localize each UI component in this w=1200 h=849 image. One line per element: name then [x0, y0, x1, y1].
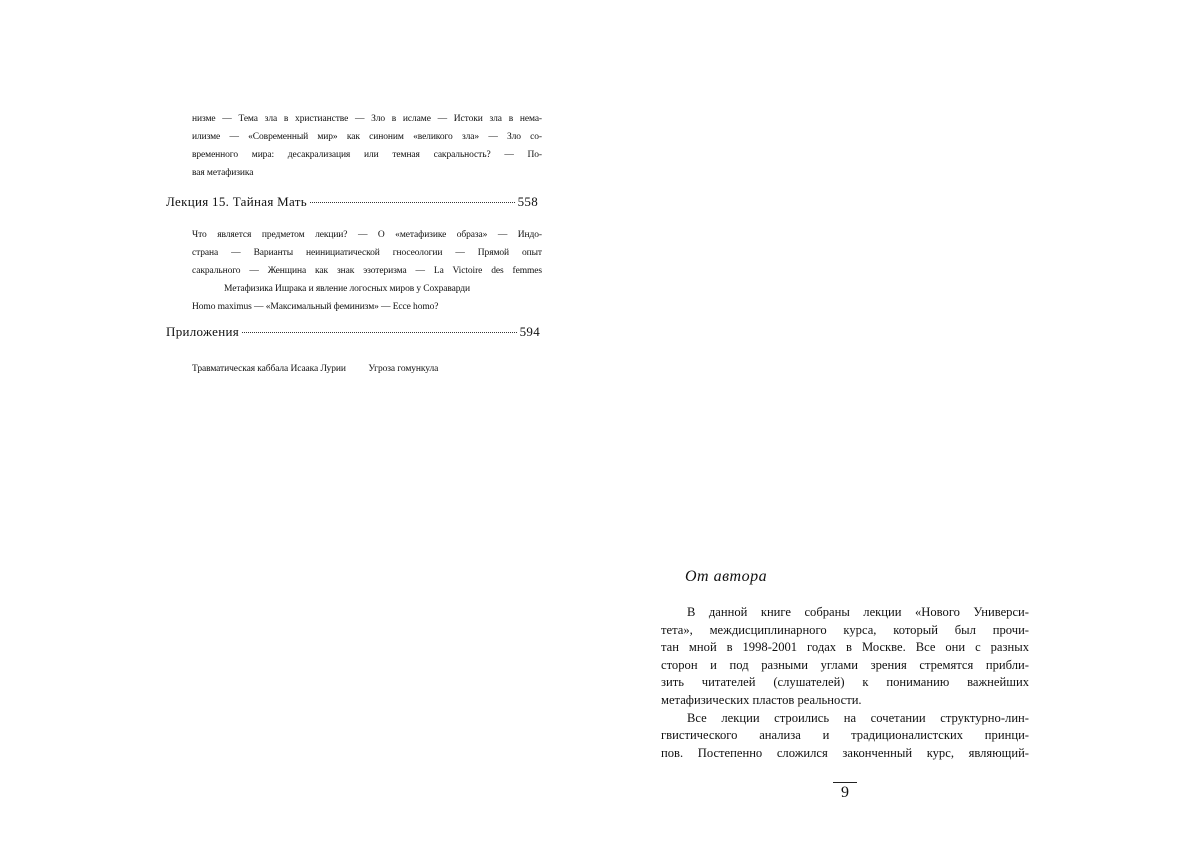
toc-leader-dots [310, 202, 515, 203]
toc-summary-line: Homo maximus — «Максимальный феминизм» — Ecce homo? [192, 302, 439, 312]
toc-entry-lecture15[interactable] [166, 194, 538, 210]
paragraph-line: тан мной в 1998-2001 годах в Москве. Все они с разных [661, 640, 1029, 655]
toc-entry-page: 594 [519, 324, 540, 339]
paragraph-line: метафизических пластов реальности. [661, 692, 862, 707]
paragraph-line: тета», междисциплинарного курса, который был прочи- [661, 622, 1029, 637]
toc-summary-lecture15 [192, 226, 542, 316]
toc-summary-line: низме — Тема зла в христианстве — Зло в исламе — Истоки зла в нема- [192, 114, 542, 124]
paragraph-line: зить читателей (слушателей) к пониманию важнейших [661, 675, 1029, 690]
toc-summary-line: страна — Варианты неинициатической гносеологии — Прямой опыт [192, 248, 542, 258]
paragraph-line: пов. Постепенно сложился законченный курс, являющий- [661, 745, 1029, 760]
page-number: 9 [833, 782, 857, 803]
toc-summary-item: Травматическая каббала Исаака Лурии [192, 364, 346, 374]
toc-summary-line: временного мира: десакрализация или темная сакральность? — По- [192, 150, 542, 160]
paragraph-line: гвистического анализа и традиционалистских принци- [661, 728, 1029, 743]
toc-summary-line: илизме — «Современный мир» как синоним «великого зла» — Зло со- [192, 132, 542, 142]
toc-entry-page: 558 [517, 194, 538, 209]
paragraph-line: Все лекции строились на сочетании структурно-лин- [687, 710, 1029, 725]
toc-summary-lecture14 [192, 110, 542, 182]
toc-summary-appendices [192, 360, 542, 378]
body-text [661, 604, 1029, 762]
toc-summary-line: сакрального — Женщина как знак эзотеризма — La Victoire des femmes [192, 266, 542, 276]
toc-entry-title: Лекция 15. Тайная Мать [166, 194, 307, 209]
paragraph-line: сторон и под разными углами зрения стремятся прибли- [661, 657, 1029, 672]
toc-entry-title: Приложения [166, 324, 239, 339]
section-heading: От автора [685, 568, 768, 585]
toc-summary-item: Угроза гомункула [368, 364, 439, 374]
toc-entry-appendices[interactable] [166, 324, 540, 340]
toc-summary-line: Что является предметом лекции? — О «метафизике образа» — Индо- [192, 230, 542, 240]
toc-summary-line: Метафизика Ишрака и явление логосных миров у Сохраварди [224, 284, 470, 294]
toc-leader-dots [242, 332, 517, 333]
paragraph-line: В данной книге собраны лекции «Нового Универси- [687, 605, 1029, 619]
toc-summary-line: вая метафизика [192, 168, 254, 178]
